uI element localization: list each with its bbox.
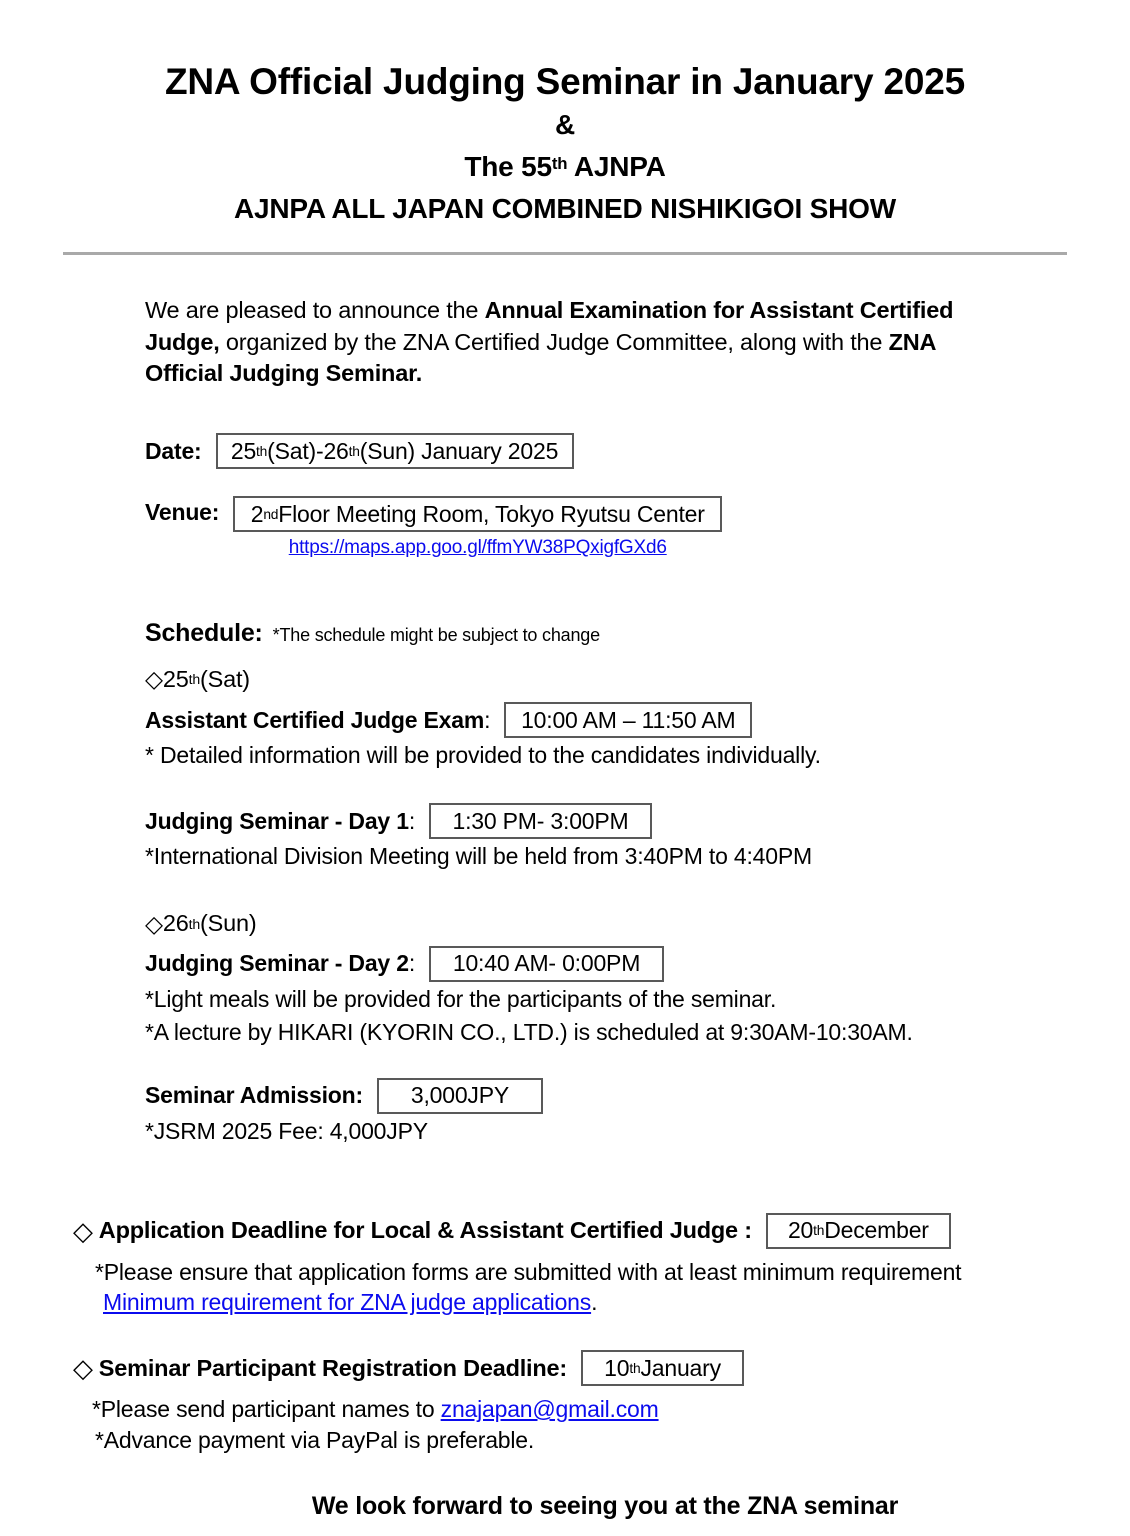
text-segment: 25 — [162, 665, 189, 692]
text-segment: 10 — [604, 1354, 630, 1381]
diamond-icon: ◇ — [73, 1353, 93, 1384]
text-segment: th — [188, 915, 200, 932]
text-segment: (Sun) January 2025 — [359, 437, 559, 464]
text-segment: We are pleased to announce the — [145, 297, 485, 324]
text-segment: th — [629, 1360, 641, 1376]
text-segment: nd — [263, 506, 279, 522]
text-segment: th — [551, 154, 568, 174]
text-segment: ZNA Official Judging Seminar. — [145, 328, 936, 386]
page-title: ZNA Official Judging Seminar in January 2025 — [165, 61, 965, 102]
text-segment: Judging Seminar - Day 2 — [145, 950, 409, 977]
schedule-change-note: *The schedule might be subject to change — [272, 625, 600, 646]
application-deadline-label: Application Deadline for Local & Assistant Certified Judge : — [98, 1217, 752, 1244]
admission-row — [145, 1078, 1010, 1114]
text-segment: th — [813, 1223, 825, 1239]
text-segment: : — [484, 706, 491, 733]
exam-note: * Detailed information will be provided to the candidates individually. — [145, 742, 821, 769]
application-deadline-box — [766, 1213, 951, 1249]
exam-time-box: 10:00 AM – 11:50 AM — [504, 702, 752, 738]
application-deadline-row — [73, 1213, 1130, 1249]
date-label: Date: — [145, 437, 202, 464]
date-value-box — [216, 433, 574, 469]
registration-deadline-label: Seminar Participant Registration Deadline: — [98, 1354, 568, 1381]
venue-label: Venue: — [145, 499, 220, 526]
text-segment: AJNPA — [567, 151, 666, 183]
admission-note: *JSRM 2025 Fee: 4,000JPY — [145, 1117, 428, 1144]
text-segment: (Sat)-26 — [267, 437, 349, 464]
document-body — [145, 295, 1010, 1146]
registration-payment-note: *Advance payment via PayPal is preferable. — [95, 1426, 535, 1453]
date-row — [145, 433, 1010, 469]
text-segment: th — [256, 443, 268, 459]
text-segment: (Sun) — [199, 910, 257, 937]
seminar-day1-row — [145, 803, 1010, 839]
registration-email-note — [73, 1394, 1130, 1425]
exam-row — [145, 702, 1010, 738]
registration-deadline-box — [581, 1350, 744, 1386]
text-segment: Annual Examination for Assistant Certified Judge, — [145, 297, 954, 355]
seminar-day2-note-lecture: *A lecture by HIKARI (KYORIN CO., LTD.) is scheduled at 9:30AM-10:30AM. — [145, 1018, 913, 1045]
closing-message: We look forward to seeing you at the ZNA seminar — [311, 1491, 899, 1520]
horizontal-divider — [63, 252, 1067, 255]
registration-deadline-row — [73, 1350, 1130, 1386]
text-segment: : — [408, 807, 416, 834]
venue-value-box — [233, 496, 722, 532]
text-segment: Floor Meeting Room, Tokyo Ryutsu Center — [278, 500, 705, 527]
title-show-name: AJNPA ALL JAPAN COMBINED NISHIKIGOI SHOW — [234, 193, 896, 225]
application-deadline-section — [73, 1213, 1130, 1317]
venue-value-group — [233, 496, 722, 559]
day2-heading — [145, 910, 1010, 938]
text-segment: 26 — [162, 910, 189, 937]
text-segment: The 55 — [464, 151, 552, 183]
text-segment: 25 — [230, 437, 257, 464]
application-deadline-note: *Please ensure that application forms are submitted with at least minimum requirement — [95, 1258, 962, 1285]
seminar-day1-note: *International Division Meeting will be held from 3:40PM to 4:40PM — [145, 843, 812, 870]
venue-row — [145, 496, 1010, 559]
admission-fee-box: 3,000JPY — [377, 1078, 543, 1114]
diamond-icon: ◇ — [73, 1215, 93, 1246]
text-segment: (Sat) — [199, 665, 250, 692]
text-segment: : — [408, 950, 416, 977]
seminar-day2-label — [145, 950, 415, 977]
seminar-day1-label — [145, 808, 415, 835]
seminar-day2-note-meals: *Light meals will be provided for the participants of the seminar. — [145, 985, 777, 1012]
text-segment: Assistant Certified Judge Exam — [145, 706, 485, 733]
text-segment: organized by the ZNA Certified Judge Committee, along with the — [219, 328, 889, 355]
registration-deadline-section — [73, 1350, 1130, 1454]
text-segment: *Please send participant names to — [92, 1396, 441, 1423]
admission-label: Seminar Admission: — [145, 1082, 363, 1109]
text-segment: th — [348, 443, 360, 459]
seminar-day1-time-box: 1:30 PM- 3:00PM — [429, 803, 652, 839]
map-link[interactable]: https://maps.app.goo.gl/ffmYW38PQxigfGXd6 — [288, 537, 667, 559]
title-subline-ajnpa — [0, 146, 1130, 188]
intro-paragraph — [145, 295, 1015, 389]
inline-link[interactable]: znajapan@gmail.com — [440, 1396, 659, 1423]
text-segment: th — [188, 671, 200, 688]
exam-label — [145, 707, 490, 734]
text-segment: 2 — [250, 500, 264, 527]
schedule-heading-row — [145, 619, 1010, 648]
minimum-requirement-line — [73, 1289, 1130, 1316]
text-segment: ◇ — [145, 666, 163, 693]
text-segment: Judging Seminar - Day 1 — [145, 807, 409, 834]
seminar-day2-row — [145, 946, 1010, 982]
document-header — [0, 0, 1130, 230]
text-segment: 20 — [787, 1217, 814, 1244]
text-segment: . — [591, 1289, 598, 1316]
day1-heading — [145, 665, 1010, 693]
title-ampersand: & — [554, 109, 576, 141]
seminar-day2-time-box: 10:40 AM- 0:00PM — [429, 946, 664, 982]
inline-link[interactable]: Minimum requirement for ZNA judge applications — [103, 1289, 592, 1316]
schedule-label: Schedule: — [145, 619, 263, 648]
text-segment: January — [640, 1354, 721, 1381]
text-segment: ◇ — [145, 910, 163, 937]
text-segment: December — [824, 1217, 929, 1244]
